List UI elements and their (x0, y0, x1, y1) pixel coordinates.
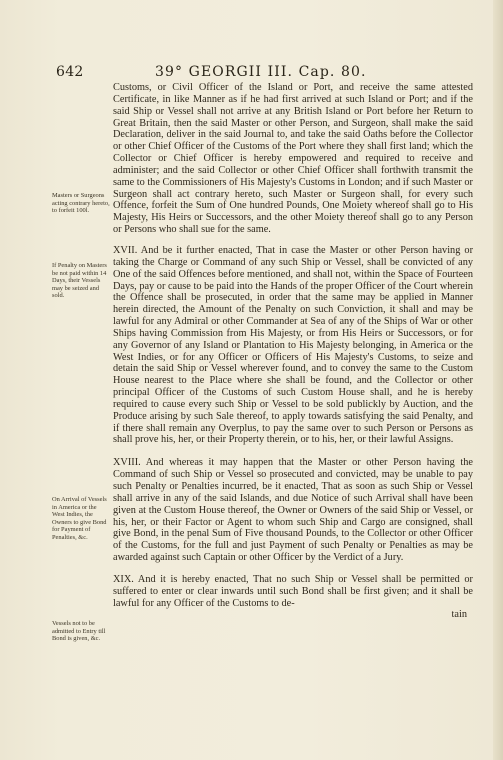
section-xix (113, 574, 473, 621)
page-edge (493, 0, 503, 760)
page-number: 642 (56, 64, 84, 80)
catchword: tain (451, 609, 467, 621)
running-head: 39° GEORGII III. Cap. 80. (155, 64, 367, 80)
side-note: Vessels not to be admitted to Entry till Bond is given, &c. (52, 620, 106, 643)
side-note: If Penalty on Masters be not paid within 14 Days, their Vessels may be seized and sold. (52, 262, 107, 300)
section-xviii: XVIII. And whereas it may happen that the Master or other Person having the Command of such Ship or Vessel so prosecuted and convicted, may be unable to pay such Penalty or Penalties incurred, be it enacted, That as soon as such Ship or Vessel shall arrive in any of the said Islands, and due Notice of such Arrival shall have been given at the Custom House thereof, the Owner or Owners of the said Ship or Vessel, or his, her, or their Factor or Agent to whom such Ship and Cargo are consigned, shall give Bond, in the penal Sum of Five thousand Pounds, to the Collector or other Officer of the Customs, for the full and just Payment of such Penalty or Penalties as may be awarded against such Captain or other Officer by the Verdict of a Jury. (113, 457, 473, 564)
body-text (113, 82, 473, 621)
section-xvii: XVII. And be it further enacted, That in case the Master or other Person having or taking the Charge or Command of any such Ship or Vessel, shall be convicted of any One of the said Offences before mentioned, and shall not, within the Space of Fourteen Days, pay or cause to be paid into the Hands of the proper Officer of the Court wherein the Offence shall be prosecuted, in order that the same may be applied in Manner herein directed, the Amount of the Penalty on such Conviction, it shall and may be lawful for any Admiral or other Commander at Sea of any of the Ships of War or other Ships having Commission from His Majesty, or from His Heirs or Successors, or for any Governor of any Island or Plantation to His Majesty belonging, in America or the West Indies, or for any Officer or Officers of His Majesty's Customs, to seize and detain the said Ship or Vessel wherever found, and to convey the same to the Custom House nearest to the Place where she shall be found, and the Collector or other principal Officer of the Customs of such Custom House shall, and he is hereby required to cause every such Ship or Vessel to be sold publickly by Auction, and the Produce arising by such Sale thereof, to apply towards satisfying the said Penalty, and if there shall remain any Overplus, to pay the same over to such Person or Persons as shall prove his, her, or their Property therein, or to his, her, or their lawful Assigns. (113, 244, 473, 446)
side-note: Masters or Surgeons acting contrary hereto, to forfeit 100l. (52, 192, 110, 215)
section-xix-text: XIX. And it is hereby enacted, That no such Ship or Vessel shall be permitted or suffered to enter or clear inwards until such Bond shall be first given; and it shall be lawful for any Officer of the Customs to de- (113, 573, 473, 609)
continuation-paragraph: Customs, or Civil Officer of the Island or Port, and receive the same attested Certificate, in like Manner as if he had first arrived at such Island or Port; and if the said Ship or Vessel shall not arrive at any British Island or Port before her Return to Great Britain, then the said Master or other Person, and Surgeon, shall make the said Declaration, deliver in the said Journal to, and take the said Oaths before the Collector or other Chief Officer of the Customs of the Port where they shall first land; which the Collector or Chief Officer is hereby empowered and required to receive and administer; and the said Collector or other Chief Officer shall forthwith transmit the same to the Commissioners of His Majesty's Customs in London; and if such Master or Surgeon shall act contrary hereto, such Master or Surgeon shall, for every such Offence, forfeit the Sum of One hundred Pounds, One Moiety whereof shall go to His Majesty, His Heirs or Successors, and the other Moiety thereof shall go to any Person or Persons who shall sue for the same. (113, 82, 473, 236)
side-note: On Arrival of Vessels in America or the West Indies, the Owners to give Bond for Payment of Penalties, &c. (52, 496, 107, 541)
